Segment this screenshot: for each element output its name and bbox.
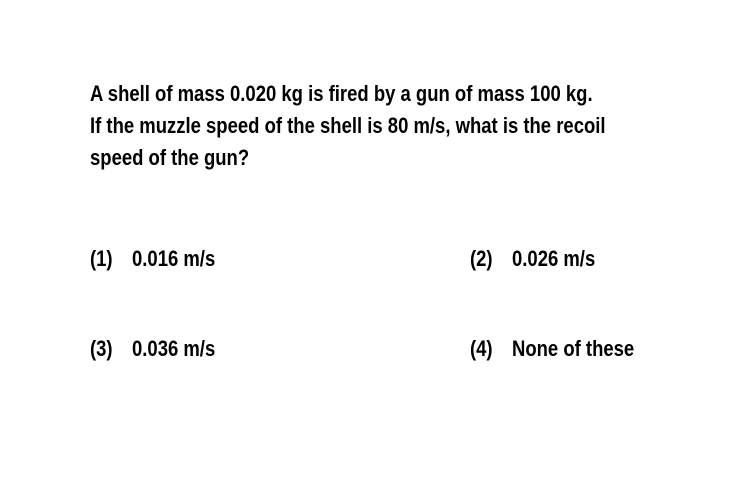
option-3-number: (3) <box>90 336 113 361</box>
option-3[interactable] <box>90 335 215 363</box>
option-2-number: (2) <box>470 246 493 271</box>
option-4[interactable] <box>470 335 634 363</box>
option-2[interactable] <box>470 245 595 273</box>
option-2-text: 0.026 m/s <box>512 246 596 271</box>
option-4-text: None of these <box>512 336 635 361</box>
question-text <box>90 78 611 174</box>
question-line-3: speed of the gun? <box>90 145 250 170</box>
option-1-text: 0.016 m/s <box>132 246 216 271</box>
question-line-1: A shell of mass 0.020 kg is fired by a gun of mass 100 kg. <box>90 81 593 106</box>
option-3-text: 0.036 m/s <box>132 336 216 361</box>
option-1-number: (1) <box>90 246 113 271</box>
option-1[interactable] <box>90 245 215 273</box>
option-4-number: (4) <box>470 336 493 361</box>
question-line-2: If the muzzle speed of the shell is 80 m/s, what is the recoil <box>90 113 606 138</box>
